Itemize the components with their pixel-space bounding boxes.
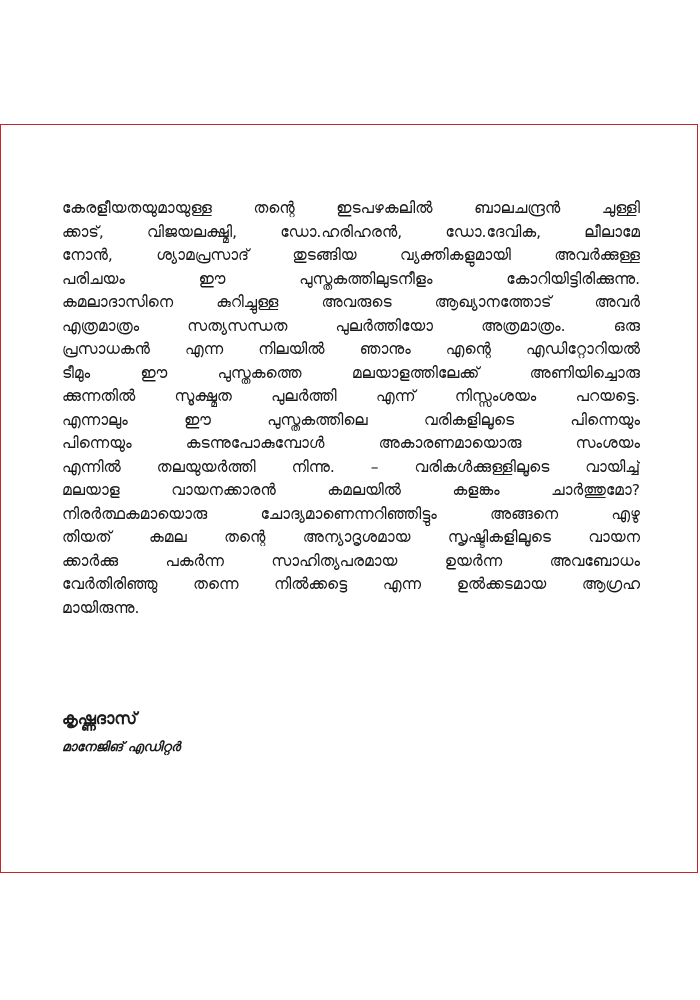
paragraph-line: എത്രമാത്രം സത്യസന്ധത പുലർത്തിയോ അത്രമാത്രം. ഒരു — [62, 316, 640, 335]
signature-role: മാനേജിങ് എഡിറ്റർ — [62, 740, 181, 755]
paragraph-line: എന്നിൽ തലയുയർത്തി നിന്നു. – വരികൾക്കുള്ളിലൂടെ വായിച്ച് — [62, 457, 640, 476]
paragraph-line: പിന്നെയും കടന്നുപോകുമ്പോൾ അകാരണമായൊരു സംശയം — [62, 434, 640, 452]
paragraph-line: നിരർത്ഥകമായൊരു ചോദ്യമാണെന്നറിഞ്ഞിട്ടും അങ്ങനെ എഴു — [62, 504, 640, 523]
paragraph-line: എന്നാലും ഈ പുസ്തകത്തിലെ വരികളിലൂടെ പിന്നെയും — [62, 410, 640, 429]
signature-name: കൃഷ്ണദാസ് — [62, 709, 137, 728]
paragraph-line: മലയാള വായനക്കാരൻ കമലയിൽ കളങ്കം ചാർത്തുമോ? — [62, 481, 640, 499]
paragraph-line: ക്കാട്, വിജയലക്ഷ്മി, ഡോ.ഹരിഹരൻ, ഡോ.ദേവിക, ലീലാമേ — [62, 222, 640, 241]
signature-block — [62, 707, 180, 758]
body-paragraph — [62, 197, 640, 620]
paragraph-line: പരിചയം ഈ പുസ്തകത്തിലുടനീളം കോറിയിട്ടിരിക്കുന്നു. — [62, 269, 640, 288]
paragraph-line: കേരളീയതയുമായുള്ള തന്റെ ഇടപഴകലിൽ ബാലചന്ദ്രൻ ചുള്ളി — [62, 199, 640, 217]
paragraph-line: വേർതിരിഞ്ഞു തന്നെ നിൽക്കട്ടെ എന്ന ഉൽക്കടമായ ആഗ്രഹ — [62, 575, 640, 593]
paragraph-line: കമലാദാസിനെ കുറിച്ചുള്ള അവരുടെ ആഖ്യാനത്തോട് അവർ — [62, 293, 640, 311]
paragraph-line: പ്രസാധകൻ എന്ന നിലയിൽ ഞാനും എന്റെ എഡിറ്റോറിയൽ — [62, 340, 640, 358]
paragraph-line: നോൻ, ശ്യാമപ്രസാദ് തുടങ്ങിയ വ്യക്തികളുമായി അവർക്കുള്ള — [62, 246, 640, 264]
paragraph-line: മായിരുന്നു. — [62, 598, 140, 617]
paragraph-line: ക്കാർക്കു പകർന്ന സാഹിത്യപരമായ ഉയർന്ന അവബോധം — [62, 551, 640, 570]
paragraph-line: തിയത് കമല തന്റെ അന്യാദൃശമായ സൃഷ്ടികളിലൂടെ വായന — [62, 528, 640, 546]
paragraph-line: ടീമും ഈ പുസ്തകത്തെ മലയാളത്തിലേക്ക് അണിയിച്ചൊരു — [62, 363, 640, 382]
paragraph-line: ക്കുന്നതിൽ സൂക്ഷ്മത പുലർത്തി എന്ന് നിസ്സംശയം പറയട്ടെ. — [62, 387, 640, 405]
